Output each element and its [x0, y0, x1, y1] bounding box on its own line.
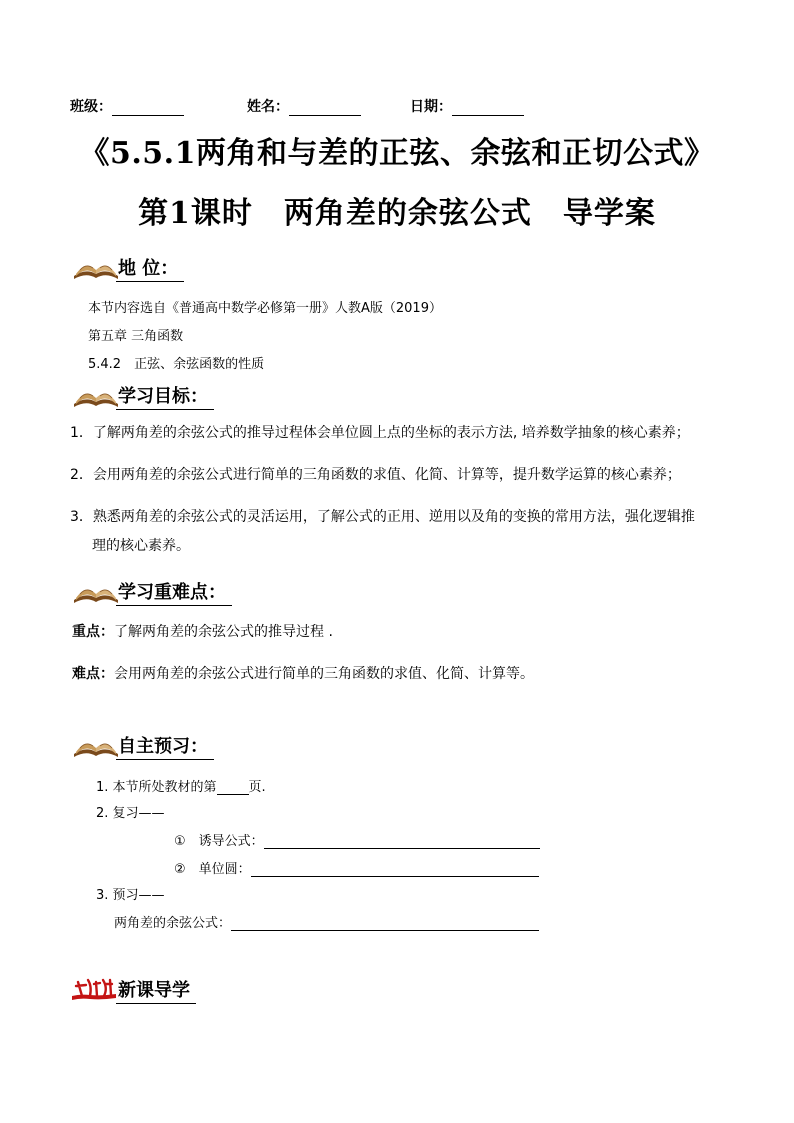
preview-q2-a — [174, 830, 540, 849]
newlesson-heading-label: 新课导学 — [116, 976, 196, 1004]
key-text: 了解两角差的余弦公式的推导过程 . — [114, 624, 333, 640]
class-label: 班级： — [70, 99, 112, 115]
open-book-icon — [72, 254, 120, 282]
induction-formula-blank[interactable] — [264, 834, 540, 849]
preview-q3: 3. 预习—— — [96, 888, 165, 903]
preview-q2-b — [174, 858, 539, 877]
position-line-1: 本节内容选自《普通高中数学必修第一册》人教A版（2019） — [88, 301, 442, 316]
open-book-icon — [72, 578, 120, 606]
key-point — [72, 621, 333, 641]
difficult-label: 难点： — [72, 666, 114, 682]
goals-heading — [72, 378, 214, 410]
position-heading — [72, 250, 184, 282]
preview-q3-a-label: 两角差的余弦公式： — [114, 916, 232, 931]
goal-item-2: 2．会用两角差的余弦公式进行简单的三角函数的求值、化简、计算等，提升数学运算的核心素养； — [70, 467, 681, 483]
difficult-point — [72, 663, 534, 683]
name-field[interactable] — [247, 96, 361, 116]
preview-q3-a — [114, 912, 539, 931]
name-label: 姓名： — [247, 99, 289, 115]
subtitle: 第1课时 两角差的余弦公式 导学案 — [138, 196, 656, 231]
preview-q2: 2. 复习—— — [96, 806, 165, 821]
unit-circle-blank[interactable] — [251, 862, 539, 877]
preview-q1-prefix: 1. 本节所处教材的第 — [96, 780, 217, 795]
date-blank[interactable] — [452, 100, 524, 116]
goal-item-1: 1．了解两角差的余弦公式的推导过程体会单位圆上点的坐标的表示方法, 培养数学抽象的核心素养； — [70, 425, 690, 441]
class-field[interactable] — [70, 96, 184, 116]
date-field[interactable] — [410, 96, 524, 116]
page-number-blank[interactable] — [217, 780, 249, 795]
position-heading-label: 地 位： — [116, 254, 184, 282]
open-book-icon — [72, 732, 120, 760]
date-label: 日期： — [410, 99, 452, 115]
goal-item-3-cont: 理的核心素养。 — [92, 538, 190, 554]
keypoints-heading-label: 学习重难点： — [116, 578, 232, 606]
preview-heading — [72, 728, 214, 760]
preview-heading-label: 自主预习： — [116, 732, 214, 760]
open-book-icon — [72, 382, 120, 410]
preview-q1-suffix: 页. — [248, 780, 266, 795]
main-title: 《5.5.1两角和与差的正弦、余弦和正切公式》 — [79, 136, 715, 171]
preview-q1 — [96, 776, 266, 795]
class-blank[interactable] — [112, 100, 184, 116]
goal-item-3: 3．熟悉两角差的余弦公式的灵活运用，了解公式的正用、逆用以及角的变换的常用方法，强化逻辑推 — [70, 509, 695, 525]
name-blank[interactable] — [289, 100, 361, 116]
difficult-text: 会用两角差的余弦公式进行简单的三角函数的求值、化简、计算等。 — [114, 666, 534, 682]
brush-lettering-icon — [70, 974, 118, 1004]
goals-heading-label: 学习目标： — [116, 382, 214, 410]
preview-q2-a-label: ① 诱导公式： — [174, 834, 264, 849]
position-line-2: 第五章 三角函数 — [88, 329, 184, 344]
keypoints-heading — [72, 574, 232, 606]
cosine-formula-blank[interactable] — [231, 916, 539, 931]
preview-q2-b-label: ② 单位圆： — [174, 862, 251, 877]
position-line-3: 5.4.2 正弦、余弦函数的性质 — [88, 357, 265, 372]
key-label: 重点： — [72, 624, 114, 640]
newlesson-heading — [70, 972, 196, 1004]
